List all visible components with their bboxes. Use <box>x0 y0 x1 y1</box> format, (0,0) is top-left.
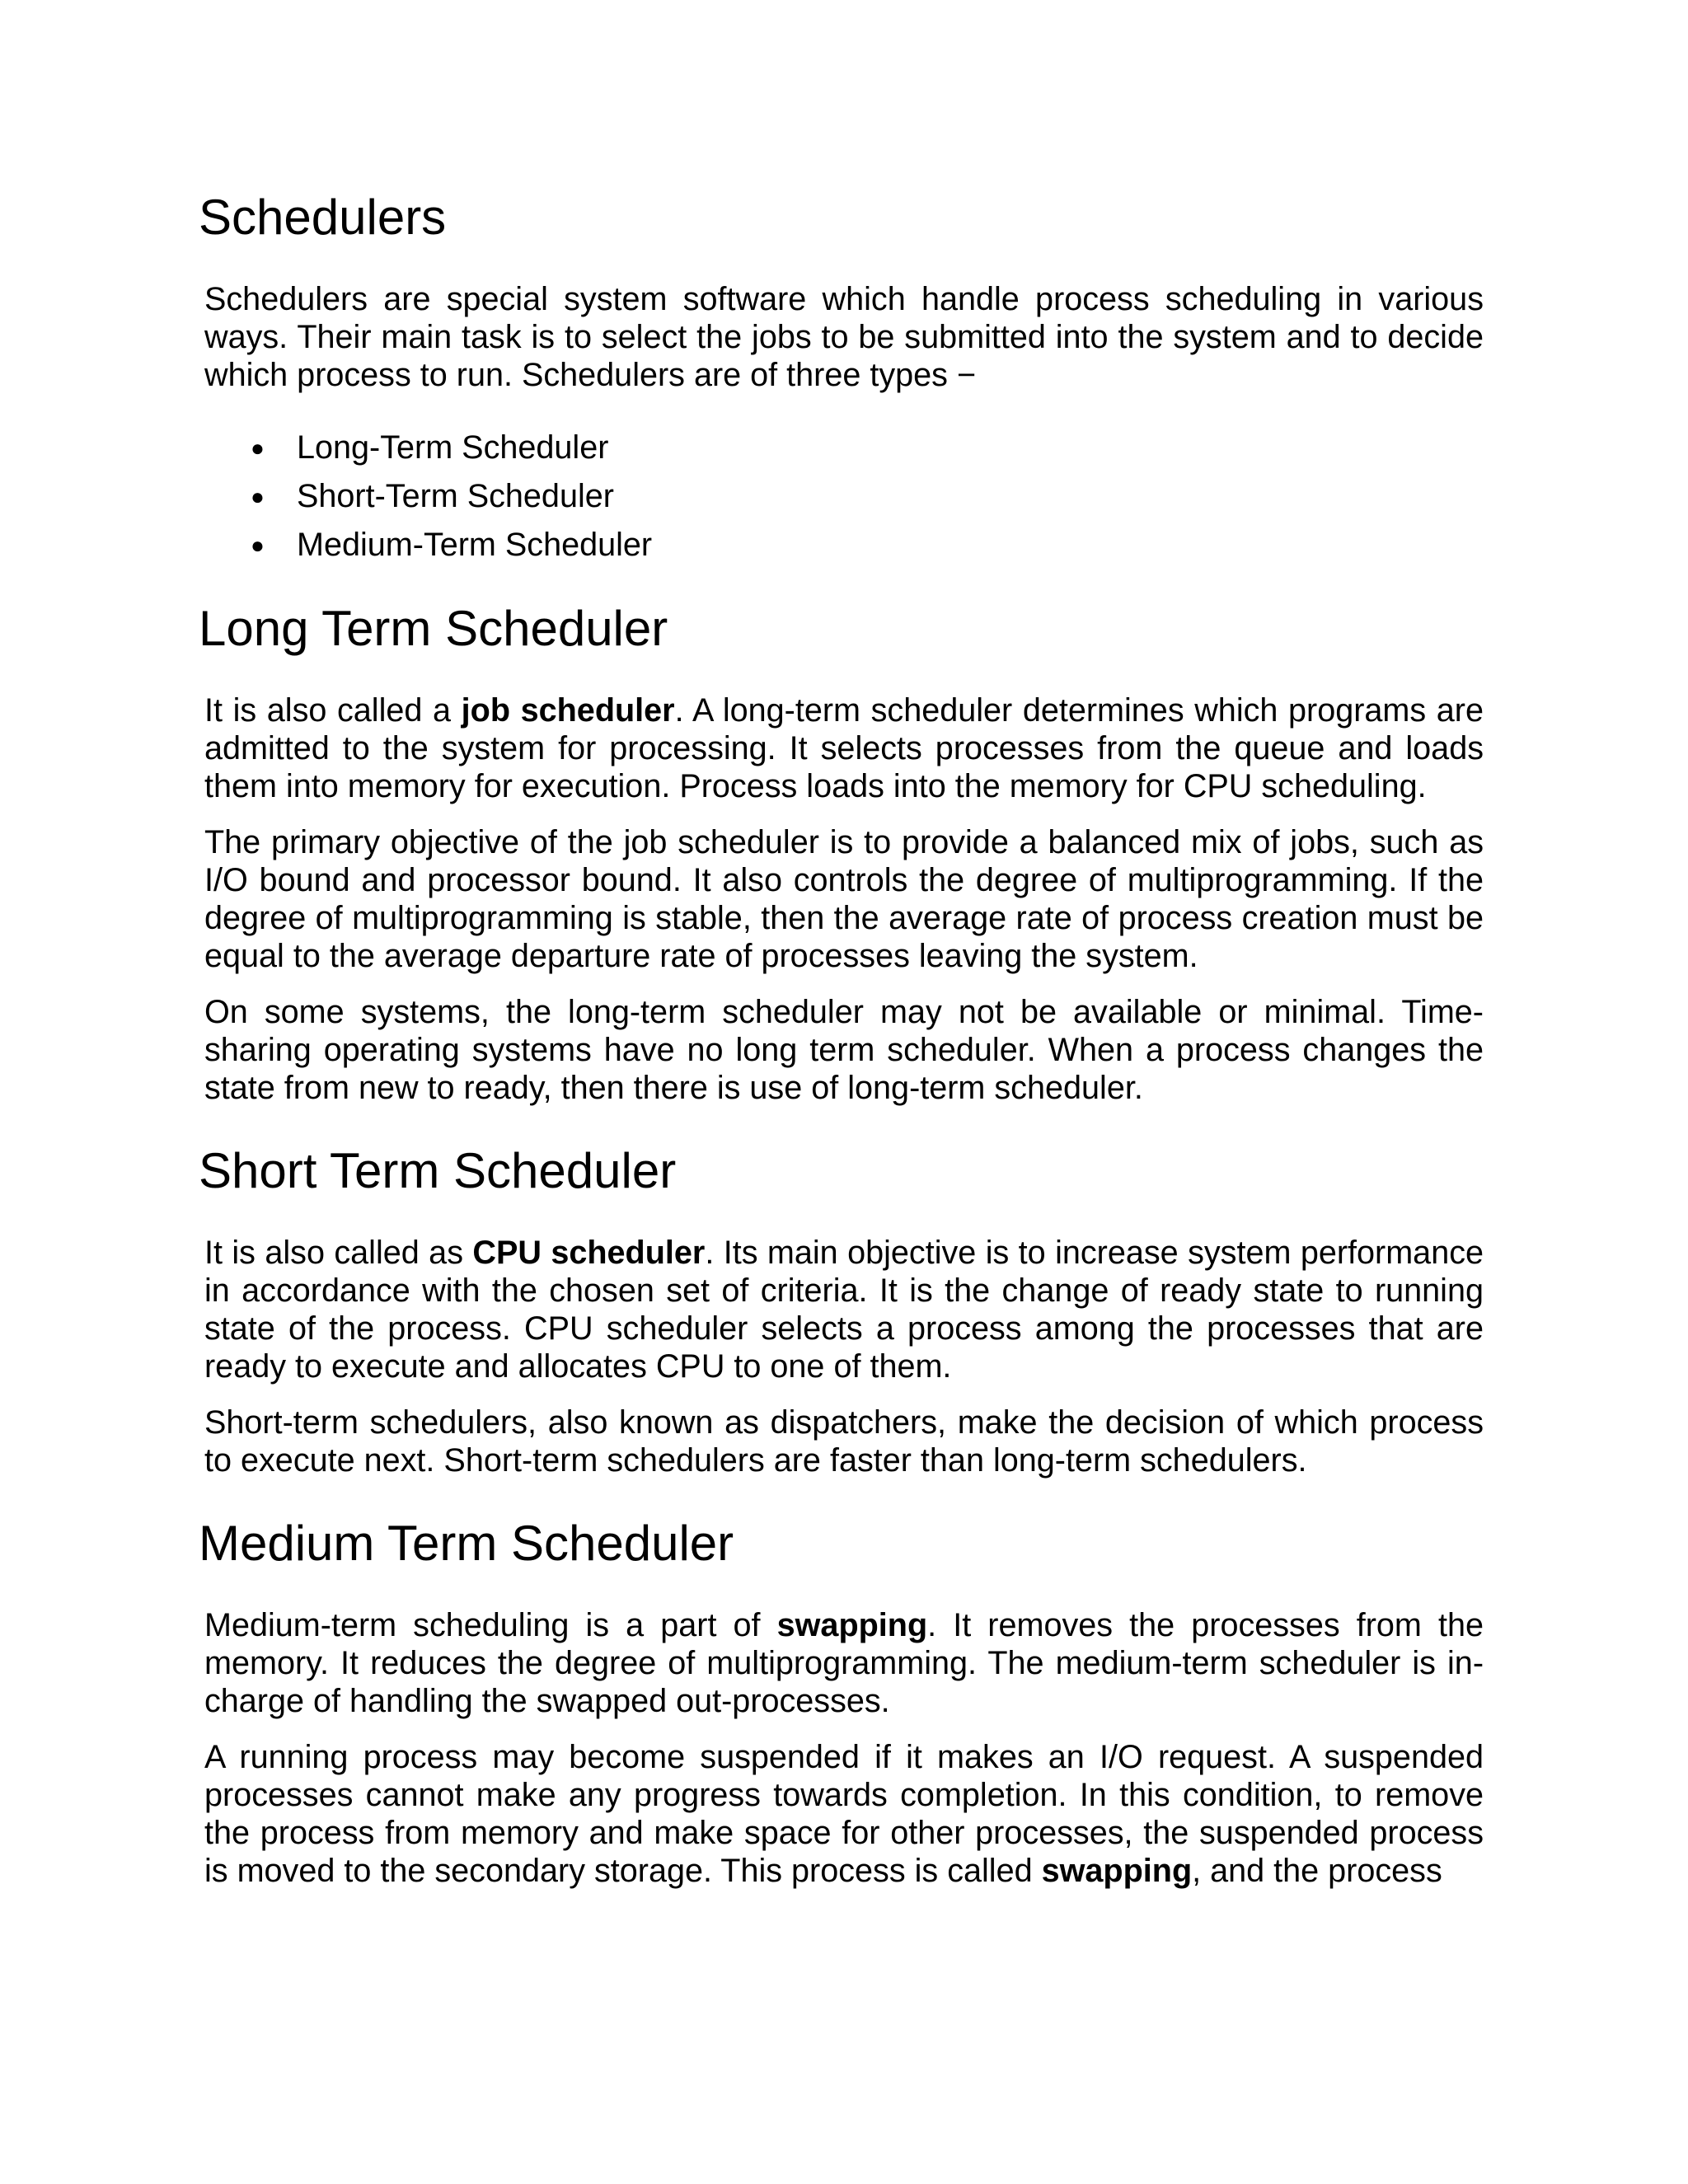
medium-term-paragraph-2 <box>204 1738 1484 1890</box>
list-item <box>204 521 1484 569</box>
heading-schedulers: Schedulers <box>199 190 447 245</box>
text-run: . A long-term scheduler determines which programs are admitted to the system for processing. It selects processes from the queue and loads them into memory for execution. Process loads into the memory for CPU scheduling. <box>204 692 1484 804</box>
short-term-paragraph-2: Short-term schedulers, also known as dispatchers, make the decision of which process to execute next. Short-term schedulers are faster than long-term schedulers. <box>204 1404 1484 1479</box>
text-run: It is also called as <box>204 1235 473 1271</box>
intro-paragraph: Schedulers are special system software which handle process scheduling in various ways. Their main task is to select the jobs to be submitted into the system and to decide which process to run. Schedulers are of three types − <box>204 281 1484 393</box>
bullet-icon: ● <box>251 532 265 558</box>
long-term-paragraph-1 <box>204 691 1484 805</box>
short-term-paragraph-1 <box>204 1234 1484 1385</box>
list-item <box>204 424 1484 472</box>
list-item-label: Short-Term Scheduler <box>297 478 614 514</box>
bullet-icon: ● <box>251 435 265 461</box>
heading-medium-term-scheduler: Medium Term Scheduler <box>199 1516 734 1571</box>
long-term-paragraph-2: The primary objective of the job scheduler is to provide a balanced mix of jobs, such as I/O bound and processor bound. It also controls the degree of multiprogramming. If the degree of multiprogramming is stable, then the average rate of process creation must be equal to the average departure rate of processes leaving the system. <box>204 824 1484 974</box>
text-run: . It removes the processes from the memory. It reduces the degree of multiprogramming. The medium-term scheduler is in-charge of handling the swapped out-processes. <box>204 1607 1484 1719</box>
text-run: It is also called a <box>204 692 462 729</box>
document-content <box>199 188 1484 1890</box>
bold-term-job-scheduler: job scheduler <box>461 692 675 729</box>
bold-term-swapping: swapping <box>1041 1853 1193 1889</box>
medium-term-paragraph-1 <box>204 1606 1484 1720</box>
list-item <box>204 472 1484 521</box>
heading-long-term-scheduler: Long Term Scheduler <box>199 601 668 656</box>
heading-short-term-scheduler: Short Term Scheduler <box>199 1143 677 1198</box>
text-run: . Its main objective is to increase system performance in accordance with the chosen set of criteria. It is the change of ready state to running state of the process. CPU scheduler selects a process among the processes that are ready to execute and allocates CPU to one of them. <box>204 1235 1484 1385</box>
list-item-label: Long-Term Scheduler <box>297 429 609 466</box>
text-run: A running process may become suspended if it makes an I/O request. A suspended processes cannot make any progress towards completion. In this condition, to remove the process from memory and make space for other processes, the suspended process is moved to the secondary storage. This process is called <box>204 1739 1484 1889</box>
text-run: Medium-term scheduling is a part of <box>204 1607 777 1643</box>
list-item-label: Medium-Term Scheduler <box>297 527 653 563</box>
bold-term-cpu-scheduler: CPU scheduler <box>472 1235 706 1271</box>
text-run: , and the process <box>1192 1853 1442 1889</box>
bold-term-swapping: swapping <box>776 1607 928 1643</box>
scheduler-types-list <box>204 424 1484 569</box>
long-term-paragraph-3: On some systems, the long-term scheduler may not be available or minimal. Time-sharing operating systems have no long term scheduler. When a process changes the state from new to ready, then there is use of long-term scheduler. <box>204 994 1484 1106</box>
bullet-icon: ● <box>251 484 265 509</box>
